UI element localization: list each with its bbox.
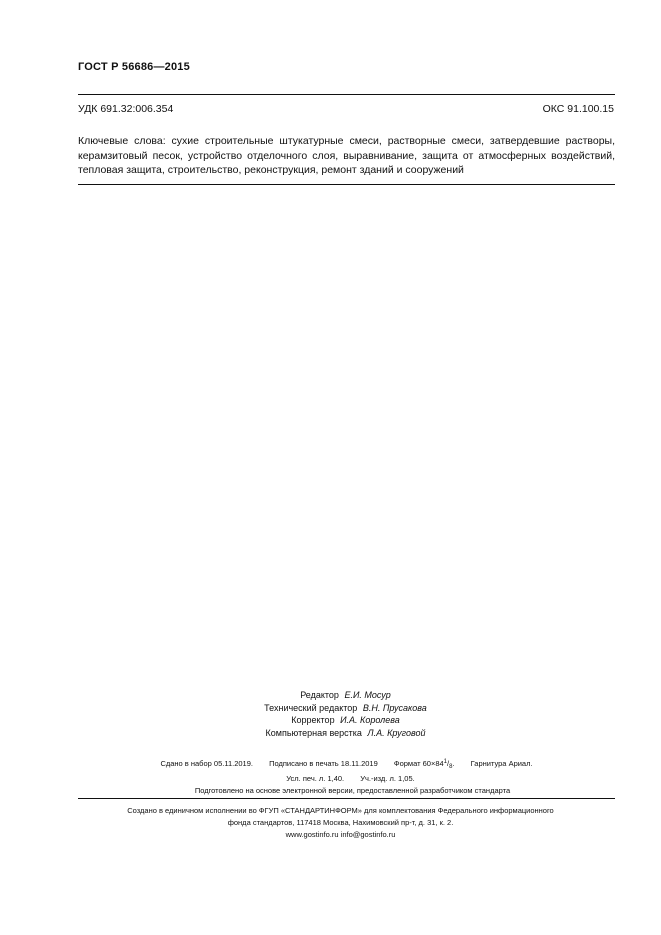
credit-tech-editor	[0, 702, 661, 715]
credit-editor	[0, 689, 661, 702]
typeface: Гарнитура Ариал.	[470, 759, 533, 768]
credit-corrector	[0, 714, 661, 727]
paper-format: Формат $60\times 84^1/_8$.	[393, 759, 455, 770]
signed-date: Подписано в печать 18.11.2019	[269, 759, 378, 768]
layout-name: Л.А. Круговой	[367, 727, 426, 738]
keywords-rule	[78, 184, 615, 185]
print-info	[0, 756, 661, 797]
tech-editor-label: Технический редактор	[264, 702, 358, 713]
corrector-label: Корректор	[291, 715, 335, 725]
tech-editor-name: В.Н. Прусакова	[362, 702, 427, 713]
submitted-date: Сдано в набор 05.11.2019.	[160, 759, 253, 768]
footer-line-1: Создано в единичном исполнении во ФГУП «СТАНДАРТИНФОРМ» для комплектования Федерального информационного	[127, 806, 554, 815]
footer-rule	[78, 798, 615, 799]
header-rule	[78, 94, 615, 95]
website-link[interactable]: www.gostinfo.ru	[285, 830, 339, 839]
footer-block	[0, 805, 661, 841]
print-sheets-row	[0, 773, 661, 785]
udk-code: УДК 691.32:006.354	[78, 103, 174, 115]
layout-label: Компьютерная верстка	[265, 727, 362, 738]
oks-code: ОКС 91.100.15	[542, 103, 614, 115]
email-link[interactable]: info@gostinfo.ru	[340, 830, 396, 839]
footer-contacts	[0, 829, 661, 841]
credits-block	[0, 689, 661, 739]
print-info-row	[0, 756, 661, 773]
keywords-paragraph: Ключевые слова: сухие строительные штукатурные смеси, растворные смеси, затвердевшие растворы, керамзитовый песок, устройство отделочного слоя, выравнивание, защита от атмосферных воздействий, тепловая защита, строительство, реконструкция, ремонт зданий и сооружений	[78, 135, 615, 176]
corrector-name: И.А. Королева	[340, 715, 400, 725]
publishing-sheets: Уч.-изд. л. 1,05.	[360, 774, 415, 783]
editor-name: Е.И. Мосур	[344, 690, 391, 700]
standard-code: ГОСТ Р 56686—2015	[78, 61, 190, 73]
credit-layout	[0, 727, 661, 740]
editor-label: Редактор	[300, 690, 339, 700]
footer-line-2: фонда стандартов, 117418 Москва, Нахимовский пр-т, д. 31, к. 2.	[227, 818, 454, 827]
prepared-note: Подготовлено на основе электронной версии, предоставленной разработчиком стандарта	[194, 786, 511, 795]
printed-sheets: Усл. печ. л. 1,40.	[286, 774, 345, 783]
